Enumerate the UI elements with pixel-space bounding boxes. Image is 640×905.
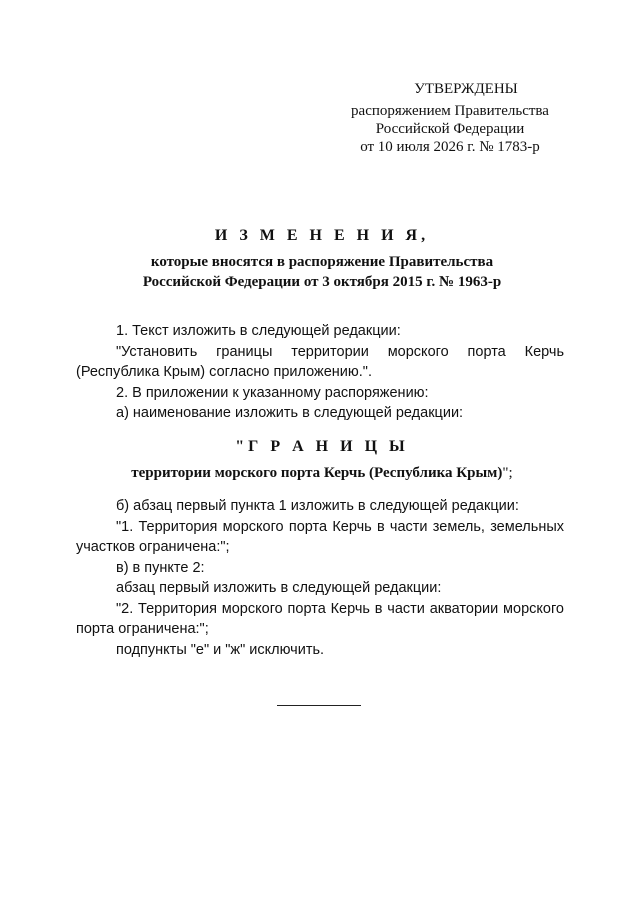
- approval-line-2: Российской Федерации: [375, 121, 525, 137]
- approval-block: [300, 80, 600, 156]
- paragraph: "2. Территория морского порта Керчь в части акватории морского порта ограничена:";: [76, 600, 564, 637]
- title-main: И З М Е Н Е Н И Я,: [214, 227, 430, 244]
- paragraph: 1. Текст изложить в следующей редакции:: [116, 323, 401, 339]
- title-sub-line-1: которые вносятся в распоряжение Правительства: [150, 254, 494, 270]
- document-title: [60, 226, 584, 292]
- paragraph: "Установить границы территории морского порта Керчь (Республика Крым) согласно приложению.".: [76, 343, 564, 380]
- section-heading-main: "Г Р А Н И Ц Ы: [235, 438, 409, 455]
- end-of-document-line: [277, 705, 361, 706]
- approval-line-3: от 10 июля 2026 г. № 1783-р: [360, 139, 540, 155]
- title-sub-line-2: Российской Федерации от 3 октября 2015 г. № 1963-р: [142, 274, 502, 290]
- paragraph: в) в пункте 2:: [116, 559, 205, 576]
- body-part-1: [76, 321, 564, 424]
- paragraph: б) абзац первый пункта 1 изложить в следующей редакции:: [116, 498, 519, 514]
- paragraph: подпункты "е" и "ж" исключить.: [116, 641, 325, 658]
- section-heading-sub-tail: ";: [502, 465, 513, 481]
- section-heading: [60, 437, 584, 483]
- paragraph: 2. В приложении к указанному распоряжению:: [116, 384, 429, 401]
- section-heading-sub-text: территории морского порта Керчь (Республика Крым): [131, 465, 503, 481]
- section-heading-sub: [60, 463, 584, 483]
- approval-line-1: распоряжением Правительства: [351, 103, 549, 119]
- paragraph: абзац первый изложить в следующей редакции:: [116, 580, 442, 596]
- paragraph: а) наименование изложить в следующей редакции:: [116, 405, 464, 421]
- paragraph: "1. Территория морского порта Керчь в части земель, земельных участков ограничена:";: [76, 518, 564, 555]
- body-part-2: [76, 496, 564, 660]
- approval-heading: УТВЕРЖДЕНЫ: [414, 81, 518, 97]
